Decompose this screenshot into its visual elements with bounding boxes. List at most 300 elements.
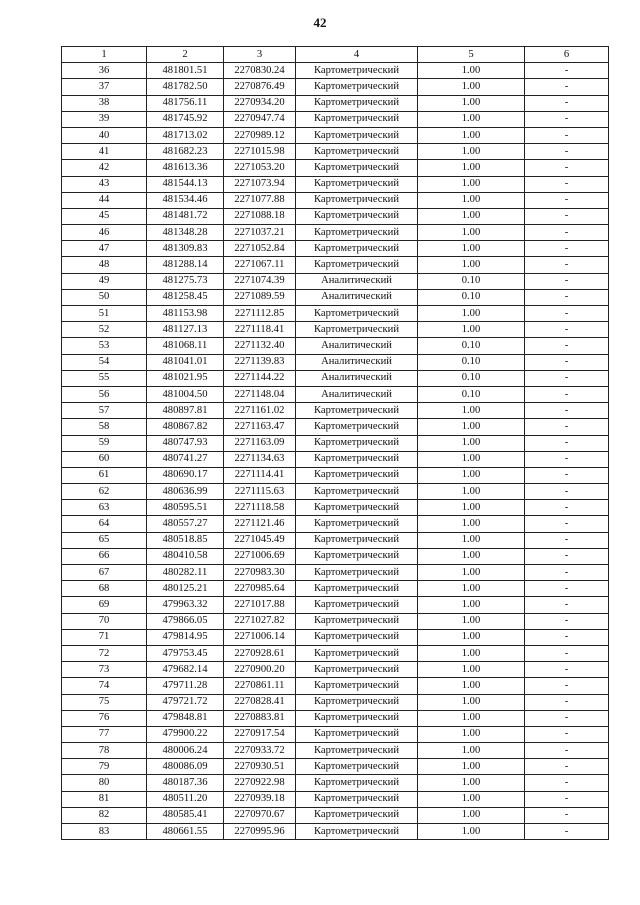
method-cell: Картометрический (296, 565, 418, 581)
y-coordinate-cell: 2271006.69 (224, 548, 296, 564)
note-cell: - (525, 354, 609, 370)
header-row (62, 47, 609, 63)
note-cell: - (525, 807, 609, 823)
note-cell: - (525, 791, 609, 807)
table-row (62, 565, 609, 581)
accuracy-cell: 1.00 (418, 581, 525, 597)
y-coordinate-cell: 2271027.82 (224, 613, 296, 629)
method-cell: Аналитический (296, 386, 418, 402)
note-cell: - (525, 160, 609, 176)
method-cell: Картометрический (296, 257, 418, 273)
accuracy-cell: 0.10 (418, 273, 525, 289)
x-coordinate-cell: 481348.28 (147, 225, 224, 241)
x-coordinate-cell: 481745.92 (147, 111, 224, 127)
method-cell: Картометрический (296, 645, 418, 661)
table-row (62, 403, 609, 419)
table-row (62, 338, 609, 354)
note-cell: - (525, 370, 609, 386)
y-coordinate-cell: 2271115.63 (224, 484, 296, 500)
point-number-cell: 74 (62, 678, 147, 694)
point-number-cell: 37 (62, 79, 147, 95)
table-row (62, 548, 609, 564)
x-coordinate-cell: 480125.21 (147, 581, 224, 597)
accuracy-cell: 0.10 (418, 386, 525, 402)
note-cell: - (525, 192, 609, 208)
y-coordinate-cell: 2271052.84 (224, 241, 296, 257)
note-cell: - (525, 241, 609, 257)
point-number-cell: 45 (62, 208, 147, 224)
table-row (62, 467, 609, 483)
accuracy-cell: 1.00 (418, 467, 525, 483)
method-cell: Картометрический (296, 662, 418, 678)
table-row (62, 484, 609, 500)
note-cell: - (525, 144, 609, 160)
point-number-cell: 53 (62, 338, 147, 354)
table-row (62, 160, 609, 176)
method-cell: Картометрический (296, 710, 418, 726)
method-cell: Аналитический (296, 289, 418, 305)
table-row (62, 662, 609, 678)
accuracy-cell: 1.00 (418, 79, 525, 95)
x-coordinate-cell: 479721.72 (147, 694, 224, 710)
note-cell: - (525, 127, 609, 143)
table-row (62, 807, 609, 823)
accuracy-cell: 1.00 (418, 597, 525, 613)
y-coordinate-cell: 2270939.18 (224, 791, 296, 807)
y-coordinate-cell: 2271139.83 (224, 354, 296, 370)
table-header (62, 47, 609, 63)
accuracy-cell: 1.00 (418, 743, 525, 759)
accuracy-cell: 1.00 (418, 322, 525, 338)
accuracy-cell: 1.00 (418, 694, 525, 710)
accuracy-cell: 1.00 (418, 484, 525, 500)
table-row (62, 79, 609, 95)
note-cell: - (525, 257, 609, 273)
table-row (62, 322, 609, 338)
x-coordinate-cell: 481288.14 (147, 257, 224, 273)
point-number-cell: 56 (62, 386, 147, 402)
table-row (62, 597, 609, 613)
point-number-cell: 68 (62, 581, 147, 597)
x-coordinate-cell: 481127.13 (147, 322, 224, 338)
y-coordinate-cell: 2270930.51 (224, 759, 296, 775)
accuracy-cell: 1.00 (418, 613, 525, 629)
page-number: 42 (313, 15, 327, 30)
point-number-cell: 55 (62, 370, 147, 386)
note-cell: - (525, 273, 609, 289)
point-number-cell: 69 (62, 597, 147, 613)
column-header: 1 (62, 47, 147, 63)
method-cell: Аналитический (296, 273, 418, 289)
y-coordinate-cell: 2271015.98 (224, 144, 296, 160)
accuracy-cell: 1.00 (418, 63, 525, 79)
accuracy-cell: 1.00 (418, 451, 525, 467)
note-cell: - (525, 645, 609, 661)
x-coordinate-cell: 481782.50 (147, 79, 224, 95)
x-coordinate-cell: 480086.09 (147, 759, 224, 775)
method-cell: Картометрический (296, 726, 418, 742)
table-row (62, 500, 609, 516)
accuracy-cell: 1.00 (418, 144, 525, 160)
y-coordinate-cell: 2271134.63 (224, 451, 296, 467)
point-number-cell: 71 (62, 629, 147, 645)
method-cell: Картометрический (296, 694, 418, 710)
column-header: 5 (418, 47, 525, 63)
accuracy-cell: 1.00 (418, 759, 525, 775)
x-coordinate-cell: 480511.20 (147, 791, 224, 807)
point-number-cell: 66 (62, 548, 147, 564)
point-number-cell: 72 (62, 645, 147, 661)
table-row (62, 532, 609, 548)
x-coordinate-cell: 480867.82 (147, 419, 224, 435)
accuracy-cell: 1.00 (418, 791, 525, 807)
x-coordinate-cell: 480518.85 (147, 532, 224, 548)
table-row (62, 726, 609, 742)
column-header: 2 (147, 47, 224, 63)
point-number-cell: 47 (62, 241, 147, 257)
column-header: 6 (525, 47, 609, 63)
accuracy-cell: 1.00 (418, 500, 525, 516)
accuracy-cell: 0.10 (418, 338, 525, 354)
y-coordinate-cell: 2270917.54 (224, 726, 296, 742)
y-coordinate-cell: 2271074.39 (224, 273, 296, 289)
point-number-cell: 36 (62, 63, 147, 79)
accuracy-cell: 1.00 (418, 192, 525, 208)
method-cell: Картометрический (296, 79, 418, 95)
point-number-cell: 60 (62, 451, 147, 467)
note-cell: - (525, 176, 609, 192)
point-number-cell: 61 (62, 467, 147, 483)
point-number-cell: 52 (62, 322, 147, 338)
x-coordinate-cell: 481682.23 (147, 144, 224, 160)
table-row (62, 273, 609, 289)
y-coordinate-cell: 2271037.21 (224, 225, 296, 241)
point-number-cell: 54 (62, 354, 147, 370)
method-cell: Картометрический (296, 597, 418, 613)
point-number-cell: 48 (62, 257, 147, 273)
method-cell: Картометрический (296, 208, 418, 224)
point-number-cell: 51 (62, 306, 147, 322)
y-coordinate-cell: 2271053.20 (224, 160, 296, 176)
x-coordinate-cell: 480741.27 (147, 451, 224, 467)
y-coordinate-cell: 2270900.20 (224, 662, 296, 678)
x-coordinate-cell: 480187.36 (147, 775, 224, 791)
point-number-cell: 81 (62, 791, 147, 807)
point-number-cell: 59 (62, 435, 147, 451)
point-number-cell: 75 (62, 694, 147, 710)
point-number-cell: 70 (62, 613, 147, 629)
table-row (62, 306, 609, 322)
note-cell: - (525, 743, 609, 759)
method-cell: Картометрический (296, 532, 418, 548)
point-number-cell: 44 (62, 192, 147, 208)
method-cell: Картометрический (296, 743, 418, 759)
note-cell: - (525, 322, 609, 338)
x-coordinate-cell: 480557.27 (147, 516, 224, 532)
table-row (62, 111, 609, 127)
y-coordinate-cell: 2271118.41 (224, 322, 296, 338)
y-coordinate-cell: 2271132.40 (224, 338, 296, 354)
method-cell: Картометрический (296, 63, 418, 79)
point-number-cell: 78 (62, 743, 147, 759)
x-coordinate-cell: 480690.17 (147, 467, 224, 483)
note-cell: - (525, 581, 609, 597)
point-number-cell: 76 (62, 710, 147, 726)
method-cell: Картометрический (296, 759, 418, 775)
coordinates-table (61, 46, 609, 840)
x-coordinate-cell: 479711.28 (147, 678, 224, 694)
table-row (62, 225, 609, 241)
accuracy-cell: 1.00 (418, 111, 525, 127)
accuracy-cell: 1.00 (418, 127, 525, 143)
table-row (62, 257, 609, 273)
note-cell: - (525, 824, 609, 840)
x-coordinate-cell: 480282.11 (147, 565, 224, 581)
table-row (62, 613, 609, 629)
note-cell: - (525, 306, 609, 322)
x-coordinate-cell: 479866.05 (147, 613, 224, 629)
x-coordinate-cell: 481613.36 (147, 160, 224, 176)
x-coordinate-cell: 481275.73 (147, 273, 224, 289)
method-cell: Картометрический (296, 791, 418, 807)
point-number-cell: 46 (62, 225, 147, 241)
note-cell: - (525, 225, 609, 241)
x-coordinate-cell: 480897.81 (147, 403, 224, 419)
x-coordinate-cell: 481756.11 (147, 95, 224, 111)
y-coordinate-cell: 2270830.24 (224, 63, 296, 79)
note-cell: - (525, 516, 609, 532)
y-coordinate-cell: 2271118.58 (224, 500, 296, 516)
note-cell: - (525, 79, 609, 95)
x-coordinate-cell: 481544.13 (147, 176, 224, 192)
y-coordinate-cell: 2270947.74 (224, 111, 296, 127)
table-row (62, 370, 609, 386)
table-row (62, 694, 609, 710)
point-number-cell: 57 (62, 403, 147, 419)
note-cell: - (525, 759, 609, 775)
y-coordinate-cell: 2271088.18 (224, 208, 296, 224)
point-number-cell: 40 (62, 127, 147, 143)
note-cell: - (525, 710, 609, 726)
point-number-cell: 38 (62, 95, 147, 111)
y-coordinate-cell: 2271163.47 (224, 419, 296, 435)
method-cell: Картометрический (296, 451, 418, 467)
y-coordinate-cell: 2271073.94 (224, 176, 296, 192)
method-cell: Картометрический (296, 435, 418, 451)
accuracy-cell: 1.00 (418, 208, 525, 224)
point-number-cell: 58 (62, 419, 147, 435)
method-cell: Картометрический (296, 322, 418, 338)
method-cell: Аналитический (296, 354, 418, 370)
y-coordinate-cell: 2270989.12 (224, 127, 296, 143)
y-coordinate-cell: 2271114.41 (224, 467, 296, 483)
y-coordinate-cell: 2270861.11 (224, 678, 296, 694)
x-coordinate-cell: 481309.83 (147, 241, 224, 257)
table-row (62, 289, 609, 305)
accuracy-cell: 1.00 (418, 726, 525, 742)
point-number-cell: 83 (62, 824, 147, 840)
table-row (62, 95, 609, 111)
point-number-cell: 62 (62, 484, 147, 500)
method-cell: Картометрический (296, 629, 418, 645)
point-number-cell: 63 (62, 500, 147, 516)
x-coordinate-cell: 481041.01 (147, 354, 224, 370)
x-coordinate-cell: 481534.46 (147, 192, 224, 208)
method-cell: Картометрический (296, 807, 418, 823)
note-cell: - (525, 419, 609, 435)
accuracy-cell: 1.00 (418, 824, 525, 840)
point-number-cell: 43 (62, 176, 147, 192)
accuracy-cell: 0.10 (418, 354, 525, 370)
x-coordinate-cell: 481021.95 (147, 370, 224, 386)
note-cell: - (525, 678, 609, 694)
point-number-cell: 39 (62, 111, 147, 127)
method-cell: Картометрический (296, 419, 418, 435)
table-row (62, 516, 609, 532)
point-number-cell: 73 (62, 662, 147, 678)
accuracy-cell: 0.10 (418, 370, 525, 386)
y-coordinate-cell: 2270828.41 (224, 694, 296, 710)
accuracy-cell: 1.00 (418, 160, 525, 176)
accuracy-cell: 1.00 (418, 257, 525, 273)
method-cell: Картометрический (296, 548, 418, 564)
accuracy-cell: 1.00 (418, 95, 525, 111)
table-row (62, 743, 609, 759)
table-row (62, 435, 609, 451)
method-cell: Картометрический (296, 581, 418, 597)
table-row (62, 629, 609, 645)
y-coordinate-cell: 2270876.49 (224, 79, 296, 95)
point-number-cell: 77 (62, 726, 147, 742)
table-body (62, 63, 609, 840)
y-coordinate-cell: 2271161.02 (224, 403, 296, 419)
column-header: 4 (296, 47, 418, 63)
method-cell: Картометрический (296, 403, 418, 419)
accuracy-cell: 1.00 (418, 775, 525, 791)
point-number-cell: 64 (62, 516, 147, 532)
y-coordinate-cell: 2271121.46 (224, 516, 296, 532)
method-cell: Картометрический (296, 241, 418, 257)
note-cell: - (525, 532, 609, 548)
note-cell: - (525, 629, 609, 645)
accuracy-cell: 1.00 (418, 225, 525, 241)
method-cell: Картометрический (296, 484, 418, 500)
y-coordinate-cell: 2271077.88 (224, 192, 296, 208)
point-number-cell: 82 (62, 807, 147, 823)
method-cell: Картометрический (296, 824, 418, 840)
accuracy-cell: 1.00 (418, 710, 525, 726)
note-cell: - (525, 403, 609, 419)
method-cell: Картометрический (296, 225, 418, 241)
x-coordinate-cell: 479753.45 (147, 645, 224, 661)
table-row (62, 144, 609, 160)
note-cell: - (525, 95, 609, 111)
note-cell: - (525, 451, 609, 467)
method-cell: Картометрический (296, 775, 418, 791)
y-coordinate-cell: 2271144.22 (224, 370, 296, 386)
note-cell: - (525, 338, 609, 354)
table-row (62, 176, 609, 192)
y-coordinate-cell: 2270922.98 (224, 775, 296, 791)
accuracy-cell: 1.00 (418, 532, 525, 548)
note-cell: - (525, 289, 609, 305)
accuracy-cell: 0.10 (418, 289, 525, 305)
x-coordinate-cell: 479848.81 (147, 710, 224, 726)
point-number-cell: 80 (62, 775, 147, 791)
y-coordinate-cell: 2271089.59 (224, 289, 296, 305)
accuracy-cell: 1.00 (418, 241, 525, 257)
x-coordinate-cell: 481481.72 (147, 208, 224, 224)
point-number-cell: 42 (62, 160, 147, 176)
y-coordinate-cell: 2270928.61 (224, 645, 296, 661)
x-coordinate-cell: 480595.51 (147, 500, 224, 516)
x-coordinate-cell: 480636.99 (147, 484, 224, 500)
method-cell: Картометрический (296, 176, 418, 192)
y-coordinate-cell: 2270883.81 (224, 710, 296, 726)
x-coordinate-cell: 481258.45 (147, 289, 224, 305)
note-cell: - (525, 500, 609, 516)
accuracy-cell: 1.00 (418, 306, 525, 322)
table-row (62, 824, 609, 840)
table-row (62, 581, 609, 597)
y-coordinate-cell: 2271112.85 (224, 306, 296, 322)
x-coordinate-cell: 479963.32 (147, 597, 224, 613)
accuracy-cell: 1.00 (418, 435, 525, 451)
point-number-cell: 41 (62, 144, 147, 160)
point-number-cell: 49 (62, 273, 147, 289)
x-coordinate-cell: 481153.98 (147, 306, 224, 322)
x-coordinate-cell: 481713.02 (147, 127, 224, 143)
y-coordinate-cell: 2271045.49 (224, 532, 296, 548)
table-row (62, 386, 609, 402)
y-coordinate-cell: 2271006.14 (224, 629, 296, 645)
x-coordinate-cell: 479814.95 (147, 629, 224, 645)
method-cell: Картометрический (296, 678, 418, 694)
x-coordinate-cell: 480661.55 (147, 824, 224, 840)
note-cell: - (525, 613, 609, 629)
accuracy-cell: 1.00 (418, 807, 525, 823)
table-row (62, 678, 609, 694)
table-row (62, 354, 609, 370)
accuracy-cell: 1.00 (418, 419, 525, 435)
y-coordinate-cell: 2271163.09 (224, 435, 296, 451)
table-row (62, 759, 609, 775)
y-coordinate-cell: 2270995.96 (224, 824, 296, 840)
note-cell: - (525, 467, 609, 483)
x-coordinate-cell: 480410.58 (147, 548, 224, 564)
y-coordinate-cell: 2271017.88 (224, 597, 296, 613)
accuracy-cell: 1.00 (418, 629, 525, 645)
method-cell: Картометрический (296, 95, 418, 111)
method-cell: Картометрический (296, 192, 418, 208)
y-coordinate-cell: 2270970.67 (224, 807, 296, 823)
table-row (62, 63, 609, 79)
accuracy-cell: 1.00 (418, 645, 525, 661)
method-cell: Картометрический (296, 516, 418, 532)
x-coordinate-cell: 480006.24 (147, 743, 224, 759)
note-cell: - (525, 386, 609, 402)
accuracy-cell: 1.00 (418, 403, 525, 419)
accuracy-cell: 1.00 (418, 516, 525, 532)
table-row (62, 419, 609, 435)
x-coordinate-cell: 480585.41 (147, 807, 224, 823)
table-row (62, 451, 609, 467)
x-coordinate-cell: 479900.22 (147, 726, 224, 742)
point-number-cell: 79 (62, 759, 147, 775)
table-row (62, 208, 609, 224)
method-cell: Картометрический (296, 144, 418, 160)
point-number-cell: 67 (62, 565, 147, 581)
